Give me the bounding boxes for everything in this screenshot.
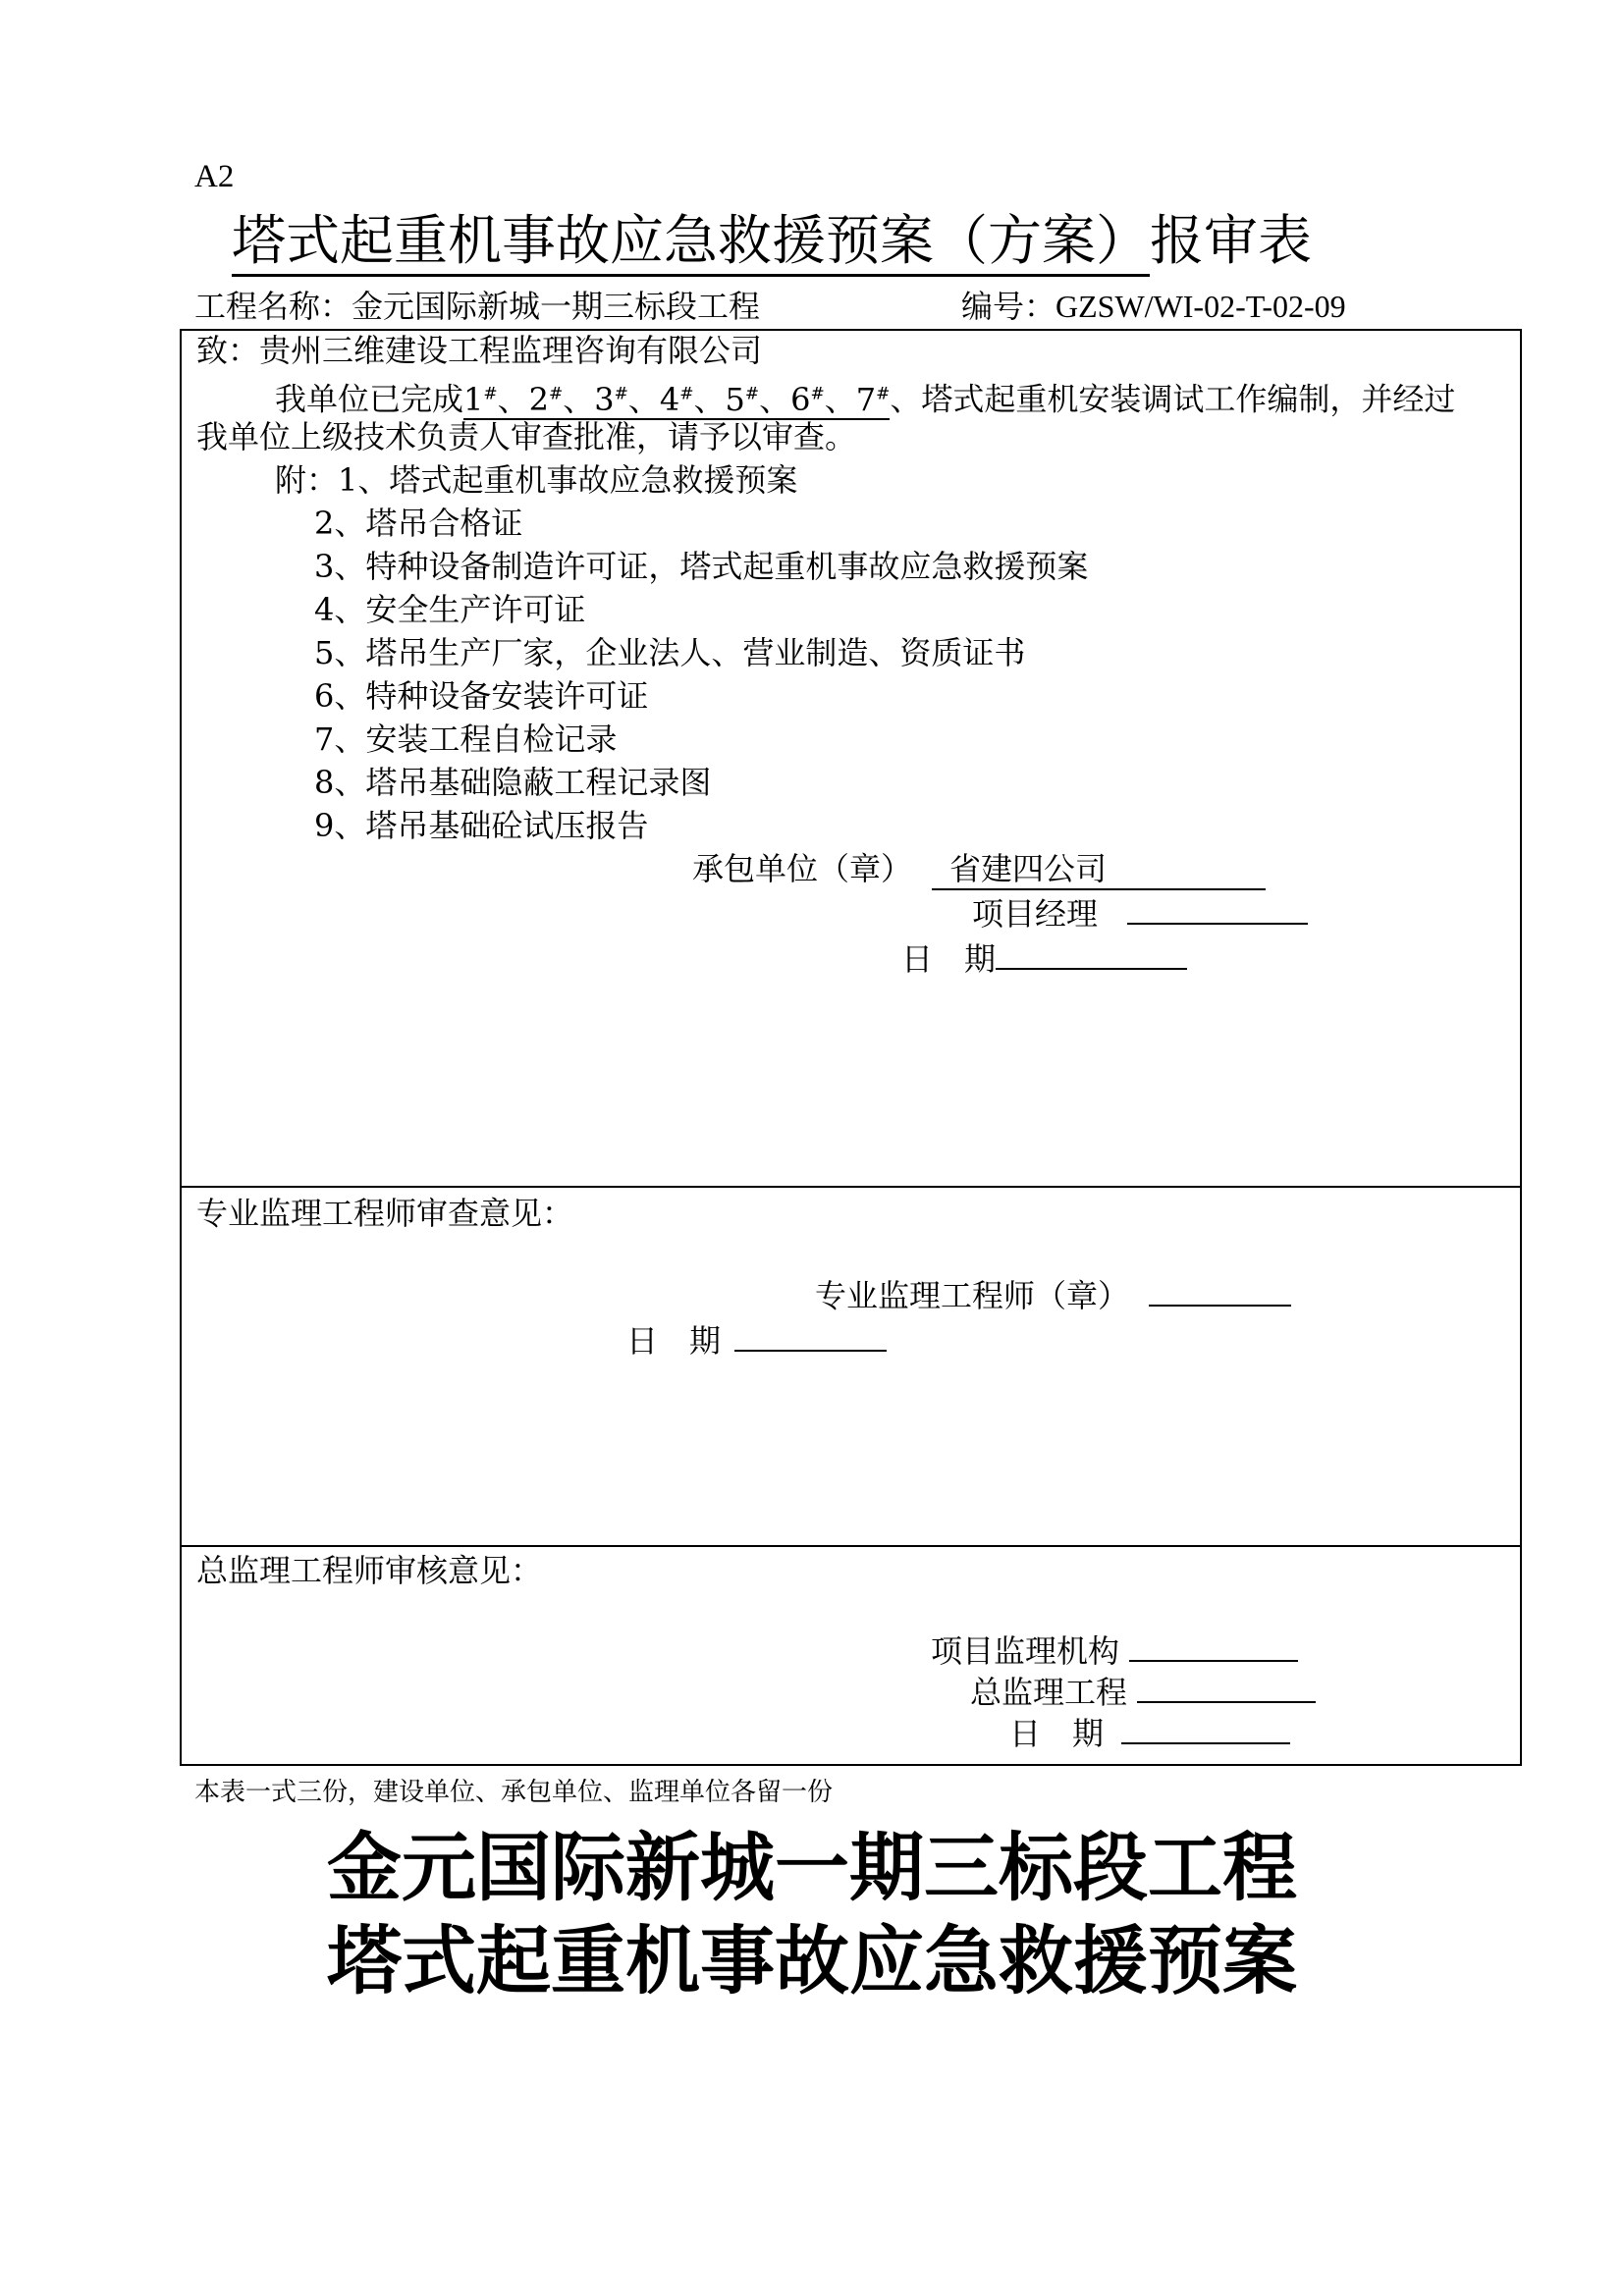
attachment-4: 4、安全生产许可证	[314, 591, 586, 628]
crane-item: 3#	[594, 380, 628, 418]
date-label: 日 期	[626, 1322, 722, 1360]
attachment-2: 2、塔吊合格证	[314, 505, 523, 542]
engineer-blank	[1149, 1304, 1291, 1307]
crane-item: 1#	[463, 380, 498, 418]
chief-blank	[1137, 1700, 1316, 1703]
date-blank	[1121, 1741, 1290, 1744]
contractor-date	[901, 939, 1187, 979]
attachment-3: 3、特种设备制造许可证，塔式起重机事故应急救援预案	[314, 548, 1089, 585]
title-suffix: 报审表	[1150, 209, 1313, 272]
org-label: 项目监理机构	[931, 1632, 1120, 1670]
date-blank	[996, 967, 1187, 970]
chief-review-heading: 总监理工程师审核意见：	[196, 1552, 543, 1589]
body-suffix: 塔式起重机安装调试工作编制，并经过	[921, 380, 1456, 418]
manager-label: 项目经理	[972, 895, 1099, 933]
contractor-section	[182, 331, 1520, 1188]
cover-title-line-1: 金元国际新城一期三标段工程	[327, 1824, 1297, 1911]
date-label: 日 期	[1009, 1715, 1105, 1752]
chief-engineer-signature	[970, 1673, 1316, 1712]
number-value: GZSW/WI-02-T-02-09	[1056, 289, 1346, 324]
crane-item: 2#	[528, 380, 564, 418]
date-label: 日 期	[901, 940, 997, 978]
form-code: A2	[194, 159, 235, 194]
attachment-8: 8、塔吊基础隐蔽工程记录图	[314, 764, 712, 801]
number-label: 编号：	[961, 288, 1056, 325]
cover-title-line-2: 塔式起重机事故应急救援预案	[327, 1917, 1297, 2004]
document-number-line	[961, 287, 1346, 326]
chief-date	[1009, 1714, 1290, 1753]
supervision-org-signature	[931, 1631, 1298, 1671]
engineer-label: 专业监理工程师（章）	[815, 1277, 1130, 1314]
attachment-6: 6、特种设备安装许可证	[314, 677, 649, 715]
engineer-review-section	[182, 1188, 1520, 1547]
project-label: 工程名称：	[194, 288, 352, 325]
contractor-label: 承包单位（章）	[692, 850, 913, 887]
contractor-signature	[692, 849, 1266, 890]
project-name: 金元国际新城一期三标段工程	[352, 288, 761, 325]
crane-list: 1#、2#、3#、4#、5#、6#、7#	[463, 380, 891, 418]
attachment-7: 7、安装工程自检记录	[314, 721, 618, 758]
body-prefix: 我单位已完成	[275, 380, 464, 418]
chief-review-section	[182, 1547, 1520, 1766]
copies-note: 本表一式三份，建设单位、承包单位、监理单位各留一份	[194, 1778, 834, 1807]
crane-item: 6#	[790, 380, 825, 418]
submission-line-2: 我单位上级技术负责人审查批准，请予以审查。	[196, 418, 857, 455]
crane-item: 7#	[855, 380, 891, 418]
manager-signature	[972, 894, 1308, 934]
date-blank	[734, 1349, 887, 1352]
title-main: 塔式起重机事故应急救援预案（方案）	[232, 209, 1150, 277]
manager-blank	[1127, 922, 1308, 925]
crane-item: 5#	[725, 380, 760, 418]
attachment-5: 5、塔吊生产厂家，企业法人、营业制造、资质证书	[314, 634, 1026, 671]
engineer-signature	[815, 1276, 1291, 1315]
attachment-9: 9、塔吊基础砼试压报告	[314, 807, 649, 844]
contractor-value: 省建四公司	[932, 849, 1266, 890]
chief-label: 总监理工程	[970, 1674, 1128, 1711]
review-form-table	[180, 329, 1522, 1766]
org-blank	[1129, 1659, 1298, 1662]
addressee: 致：贵州三维建设工程监理咨询有限公司	[196, 332, 763, 369]
crane-item: 4#	[659, 380, 694, 418]
submission-line-1: 我单位已完成1#、2#、3#、4#、5#、6#、7#、塔式起重机安装调试工作编制，并经过	[275, 380, 1456, 418]
engineer-review-heading: 专业监理工程师审查意见：	[196, 1195, 574, 1232]
project-name-line	[194, 287, 760, 326]
attachment-1: 附：1、塔式起重机事故应急救援预案	[275, 461, 798, 499]
engineer-date	[626, 1321, 887, 1361]
page-title	[232, 208, 1312, 273]
